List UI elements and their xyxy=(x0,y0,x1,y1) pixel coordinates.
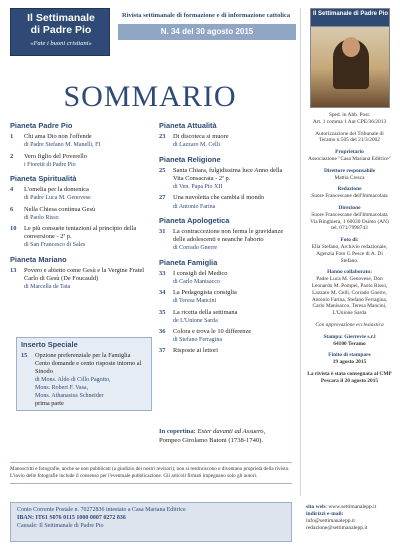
section-title: Pianeta Spiritualità xyxy=(10,174,77,184)
page-number: 37 xyxy=(159,347,166,355)
page-number: 34 xyxy=(159,289,166,297)
section-spiritualita xyxy=(10,175,153,250)
article-author: Mons. Robert F. Vasa, xyxy=(35,385,89,391)
authorization: Autorizzazione del Tribunale di Teramo n.505 del 21/3/2002 xyxy=(315,130,384,144)
logo-title-line1: Il Settimanale xyxy=(27,12,95,24)
section-attualita xyxy=(159,122,292,150)
masthead xyxy=(10,8,292,60)
list-item[interactable] xyxy=(159,328,292,344)
article-title: Risposte ai lettori xyxy=(173,347,219,355)
contributors-value: Padre Luca M. Genovese, Don Leonardo M. Pompei, Paolo Risso, Lazzaro M. Celli, Corrado Gnerre, Antonio Farina, Stefano Ferragina, Carlo Manisacco, Teresa Mancini, L'Unione Sarda xyxy=(311,276,388,317)
management-label: Direzione xyxy=(338,204,361,211)
article-author: di Ven. Papa Pio XII xyxy=(173,184,223,191)
page-number: 6 xyxy=(10,205,14,213)
owner-block xyxy=(307,149,392,163)
list-item[interactable] xyxy=(10,133,153,149)
page-number: 15 xyxy=(21,352,28,359)
printer-value: 64100 Teramo xyxy=(333,340,366,347)
article-title: Nella Chiesa continua Gesù xyxy=(24,205,96,213)
page-number: 13 xyxy=(10,266,17,274)
section-title: Pianeta Attualità xyxy=(159,121,217,130)
shipping-info xyxy=(307,112,392,126)
article-part: prima parte xyxy=(35,400,64,407)
list-item[interactable] xyxy=(159,133,292,149)
article-title: La contraccezione non ferma le gravidanze delle adolescenti e neanche l'aborto xyxy=(173,228,284,244)
printer-label: Stampa: Gierrevie s.r.l xyxy=(323,333,376,340)
logo-title-line2: di Padre Pio xyxy=(30,24,92,36)
cover-caption xyxy=(159,428,299,445)
section-title: Pianeta Mariano xyxy=(10,254,67,264)
list-item[interactable] xyxy=(159,194,292,210)
section-famiglia xyxy=(159,259,292,356)
section-mariano xyxy=(10,256,153,292)
cover-caption-label: In copertina: xyxy=(159,428,196,435)
article-title: Colora e trova le 10 differenze xyxy=(173,328,252,336)
article-author: i Fioretti di Padre Pio xyxy=(24,161,76,168)
list-item[interactable] xyxy=(159,228,292,253)
director-block xyxy=(307,168,392,182)
article-title: Chi ama Dio non l'offende xyxy=(24,133,92,141)
issue-number: N. 34 del 30 agosto 2015 xyxy=(118,24,296,40)
list-item[interactable] xyxy=(10,153,153,169)
page-title: SOMMARIO xyxy=(63,80,237,113)
contents-middle-column xyxy=(159,122,292,362)
article-title: I consigli del Medico xyxy=(173,269,228,277)
logo-title xyxy=(15,12,107,36)
list-item[interactable] xyxy=(159,309,292,325)
article-author: di Marcella de Tata xyxy=(24,284,71,291)
list-item[interactable] xyxy=(159,289,292,305)
editorial-block xyxy=(307,186,392,200)
article-title: L'omelia per la domenica xyxy=(24,186,89,194)
photo-credits xyxy=(307,237,392,264)
list-item[interactable] xyxy=(10,267,153,292)
editorial-label: Redazione xyxy=(337,186,362,193)
website-label: sito web: xyxy=(306,504,327,510)
article-title: La ricetta della settimana xyxy=(173,308,238,316)
email-info-link[interactable]: info@settimanalepp.it xyxy=(306,518,355,524)
article-title: Santa Chiara, fulgidissima luce Anno della Vita Consacrata - 2ª p. xyxy=(173,166,283,183)
portrait-face xyxy=(342,37,360,57)
cover-caption-text: Ester davanti ad Assuero, xyxy=(197,428,266,435)
printed-value: 19 agosto 2015 xyxy=(332,359,367,366)
photo-value: Elia Stefano, Archivio redazionale, Agenzia Foto G Pesce di A. Di Stefano. xyxy=(311,243,388,264)
article-title: Di discoteca si muore xyxy=(173,133,229,141)
article-author: di Mons. Aldo di Cillo Pagotto, xyxy=(35,377,111,383)
article-title: La Pedagogista consiglia xyxy=(173,289,237,297)
cover-caption-artist: Pompeo Girolamo Batoni (1738-1740). xyxy=(159,436,264,444)
contributors-block xyxy=(307,269,392,317)
iban: IBAN: IT61 S076 0115 1000 0007 0272 836 xyxy=(17,515,126,521)
page-number: 27 xyxy=(159,194,166,202)
management-block xyxy=(307,205,392,232)
list-item[interactable] xyxy=(10,206,153,222)
page-number: 31 xyxy=(159,228,166,236)
owner-label: Proprietario xyxy=(335,149,364,156)
page-number: 2 xyxy=(10,152,14,160)
page-number: 4 xyxy=(10,186,14,194)
contact-info xyxy=(300,504,392,548)
director-label: Direttore responsabile xyxy=(323,167,376,174)
section-title: Pianeta Padre Pio xyxy=(10,121,73,130)
page-number: 36 xyxy=(159,328,166,336)
article-author: di Teresa Mancini xyxy=(173,298,217,305)
contributors-label: Hanno collaborato: xyxy=(327,269,372,276)
article-author: di Lazzaro M. Celli xyxy=(173,142,220,149)
article-title: Una nuvoletta che cambia il mondo xyxy=(173,194,265,202)
cover-title: Il Settimanale di Padre Pio xyxy=(312,11,389,17)
disclaimer-text: Manoscritti e fotografie, anche se non pubblicati (a giudizio dei nostri revisori), non si restituiscono e diventano proprietà della rivista. L'invio delle fotografie include il consenso per l'eventuale pubblicazione. Gli articoli firmati impegnano solo gli autori. xyxy=(10,462,292,484)
email-redazione-link[interactable]: redazione@settimanalepp.it xyxy=(306,525,368,531)
shipping-line: Sped. in Abb. Post. xyxy=(328,112,371,118)
magazine-subtitle: Rivista settimanale di formazione e di informazione cattolica xyxy=(122,12,291,19)
printer-block xyxy=(307,334,392,348)
email-label: indirizzi e-mail: xyxy=(306,511,344,517)
colophon-column xyxy=(300,8,392,496)
list-item[interactable] xyxy=(159,270,292,286)
director-value: Mattia Cresca xyxy=(334,174,365,181)
article-author: di Antonio Farina xyxy=(173,203,216,210)
section-title: Pianeta Religione xyxy=(159,154,221,164)
article-author: di Corrado Gnerre xyxy=(173,245,217,252)
shipping-line: Art. 1 comma 1 Aut CPE/36/2013 xyxy=(312,118,387,125)
photo-label: Foto di: xyxy=(340,237,359,244)
logo-motto: «Fate i buoni cristiani» xyxy=(30,40,92,47)
article-title: Opzione preferenziale per la Famiglia Cento domande e cento risposte intorno al Sinodo xyxy=(35,352,142,375)
article-author: di San Francesco di Sales xyxy=(24,242,86,249)
list-item[interactable] xyxy=(10,186,153,202)
article-author: de L'Unione Sarda xyxy=(173,317,218,324)
management-value: Suore Francescane dell'Immacolata Via Ringhiera, 1 60030 Osimo (AN) tel. 071/7998743 xyxy=(310,211,389,232)
printed-label: Finito di stampare xyxy=(328,352,371,359)
magazine-logo xyxy=(10,8,110,56)
page-number: 23 xyxy=(159,133,166,141)
section-apologetica xyxy=(159,217,292,253)
section-religione xyxy=(159,156,292,211)
section-title: Pianeta Apologetica xyxy=(159,215,230,225)
payment-info xyxy=(10,502,292,542)
page-number: 33 xyxy=(159,269,166,277)
ecclesiastical-approval: Con approvazione ecclesiastica xyxy=(315,321,384,328)
contents-left-column xyxy=(10,122,153,297)
owner-value: Associazione "Casa Mariana Editrice" xyxy=(308,155,391,162)
section-title: Pianeta Famiglia xyxy=(159,257,218,267)
postal-account: Conto Corrente Postale n. 70272836 intestato a Casa Mariana Editrice xyxy=(17,507,186,513)
cover-thumbnail xyxy=(310,8,390,108)
delivery-note: La rivista è stata consegnata al CMP Pescara il 20 agosto 2015 xyxy=(307,370,392,384)
website-link[interactable]: www.settimanalepp.it xyxy=(328,504,377,510)
page-number: 35 xyxy=(159,308,166,316)
page-number: 1 xyxy=(10,133,14,141)
list-item[interactable] xyxy=(159,347,292,355)
article-title: Le più consuete tentazioni al principio della conversione - 2ª p. xyxy=(24,225,137,241)
article-author: di Carlo Manisacco xyxy=(173,279,220,286)
article-author: di Paolo Risso xyxy=(24,214,59,221)
editorial-value: Suore Francescane dell'Immacolata xyxy=(311,193,388,200)
section-padre-pio xyxy=(10,122,153,169)
list-item[interactable] xyxy=(159,167,292,192)
article-author: di Padre Luca M. Genovese xyxy=(24,195,91,202)
section-title: Inserto Speciale xyxy=(21,340,78,349)
printed-date-block xyxy=(307,352,392,366)
article-title: Povero e abietto come Gesù e la Vergine Fratel Carlo di Gesù (De Foucauld) xyxy=(24,266,145,283)
payment-causale: Causale: Il Settimanale di Padre Pio xyxy=(17,523,104,529)
list-item[interactable] xyxy=(10,225,153,250)
special-insert-box xyxy=(16,337,152,411)
article-author: di Padre Stefano M. Manelli, FI xyxy=(24,142,101,149)
article-author: Mons. Athanasius Schneider xyxy=(35,393,104,399)
article-author: di Stefano Ferragina xyxy=(173,337,222,344)
list-item[interactable] xyxy=(21,352,147,408)
page-number: 25 xyxy=(159,166,166,174)
page-number: 10 xyxy=(10,225,17,233)
article-title: Vero figlio del Poverello xyxy=(24,152,88,160)
